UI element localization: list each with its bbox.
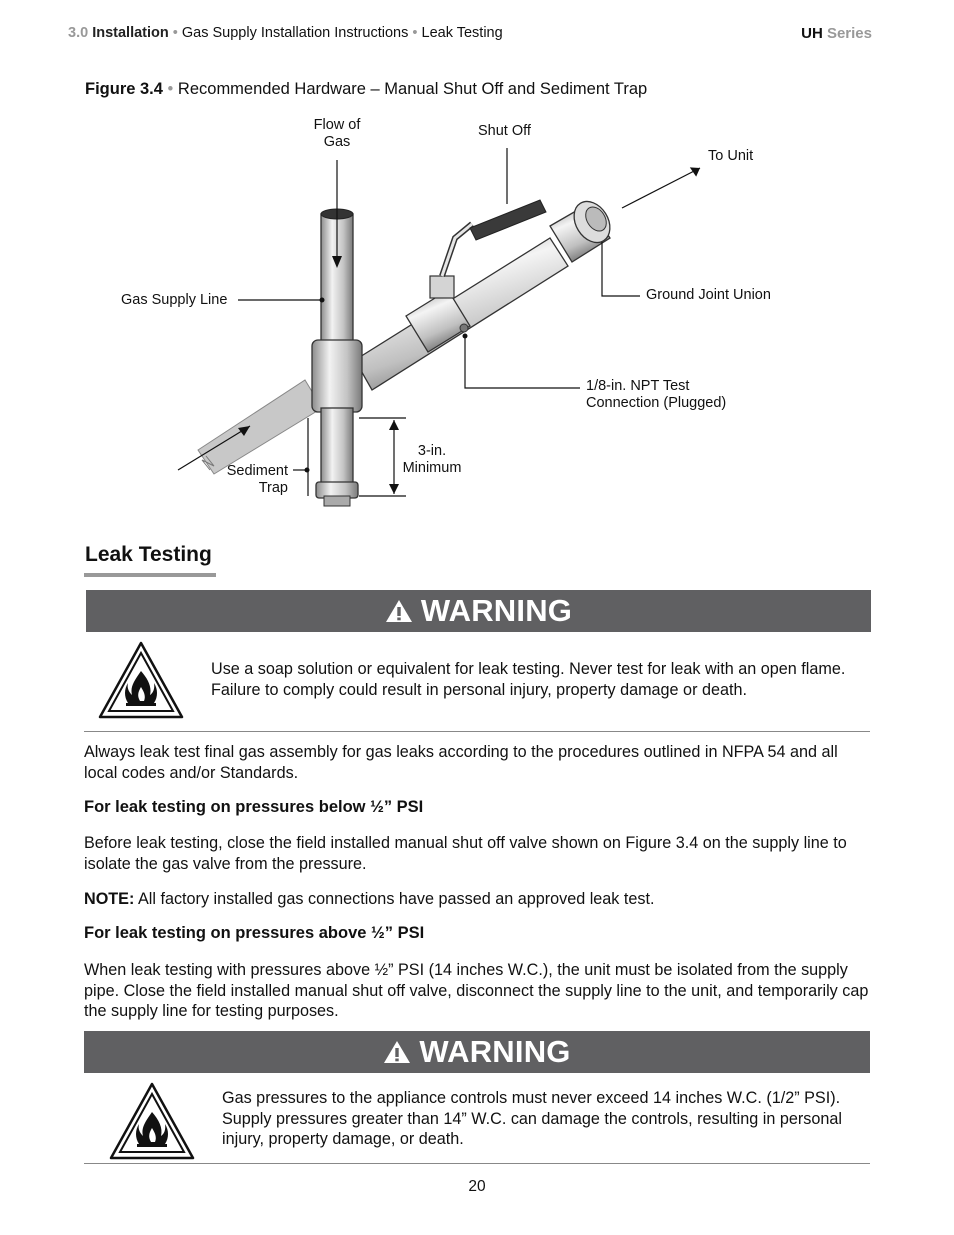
warning-triangle-icon	[385, 599, 413, 623]
breadcrumb	[68, 25, 503, 41]
label-min-line1: 3-in.	[417, 443, 447, 459]
label-npt-line1: 1/8-in. NPT Test	[586, 378, 690, 394]
heading-below-half-psi: For leak testing on pressures below ½” PSI	[84, 798, 424, 816]
section-name: Installation	[92, 25, 169, 41]
section-number: 3.0	[68, 25, 89, 41]
above-paragraph: When leak testing with pressures above ½” PSI (14 inches W.C.), the unit must be isolated from the supply pipe. Close the field installed manual shut off valve, disconnect the supply line to the unit, and temporarily cap the supply line for testing purposes.	[84, 961, 869, 1020]
note-paragraph	[84, 889, 870, 910]
series-rest: Series	[826, 25, 872, 42]
label-npt-line2: Connection (Plugged)	[586, 395, 727, 411]
label-flow-line1: Flow of	[313, 117, 361, 133]
separator: •	[167, 80, 174, 98]
label-minimum	[400, 443, 464, 477]
page-header	[68, 25, 872, 45]
intro-paragraph: Always leak test final gas assembly for gas leaks according to the procedures outlined in NFPA 54 and all local codes and/or Standards.	[84, 743, 838, 782]
fire-hazard-icon	[98, 641, 184, 719]
figure-title: Recommended Hardware – Manual Shut Off and Sediment Trap	[177, 80, 648, 98]
heading-above-half-psi: For leak testing on pressures above ½” PSI	[84, 924, 425, 942]
series-label	[801, 25, 872, 42]
warning-text-1: Use a soap solution or equivalent for leak testing. Never test for leak with an open flame. Failure to comply could result in personal injury, property damage or death.	[211, 660, 846, 699]
warning-title: WARNING	[419, 1034, 571, 1069]
label-flow-of-gas	[312, 117, 362, 151]
series-bold: UH	[801, 25, 823, 42]
label-to-unit: To Unit	[708, 148, 754, 164]
label-ground-joint-union: Ground Joint Union	[646, 287, 771, 303]
label-npt-test	[586, 378, 726, 412]
warning-text-2: Gas pressures to the appliance controls must never exceed 14 inches W.C. (1/2” PSI). Supply pressures greater than 14” W.C. can damage the controls, resulting in personal injury, property damage, or death.	[222, 1089, 842, 1148]
label-trap-line1: Sediment	[226, 463, 288, 479]
label-shut-off: Shut Off	[478, 123, 531, 139]
warning-triangle-icon	[383, 1040, 411, 1064]
note-text: All factory installed gas connections have passed an approved leak test.	[137, 890, 655, 908]
crumb-gas-supply: Gas Supply Installation Instructions	[181, 25, 409, 41]
figure-caption	[85, 80, 647, 99]
pipe-diagram	[110, 108, 850, 528]
separator: •	[172, 25, 178, 41]
warning-banner-1	[86, 590, 871, 632]
below-paragraph: Before leak testing, close the field installed manual shut off valve shown on Figure 3.4 on the supply line to isolate the gas valve from the pressure.	[84, 834, 847, 873]
warning-title: WARNING	[420, 593, 573, 628]
label-flow-line2: Gas	[323, 134, 351, 150]
ground-joint-union	[550, 195, 617, 262]
page-number: 20	[468, 1178, 486, 1195]
label-gas-supply-line: Gas Supply Line	[121, 292, 228, 308]
label-trap-line2: Trap	[258, 480, 288, 496]
figure-label: Figure 3.4	[85, 80, 163, 98]
divider	[84, 1163, 870, 1164]
label-sediment-trap	[218, 463, 288, 497]
divider	[84, 731, 870, 732]
section-title: Leak Testing	[85, 543, 212, 566]
fire-hazard-icon	[109, 1082, 195, 1160]
note-label: NOTE:	[84, 890, 135, 908]
crumb-leak-testing: Leak Testing	[421, 25, 503, 41]
label-min-line2: Minimum	[402, 460, 462, 476]
separator: •	[412, 25, 418, 41]
section-title-underline	[84, 573, 216, 577]
warning-banner-2	[84, 1031, 870, 1073]
